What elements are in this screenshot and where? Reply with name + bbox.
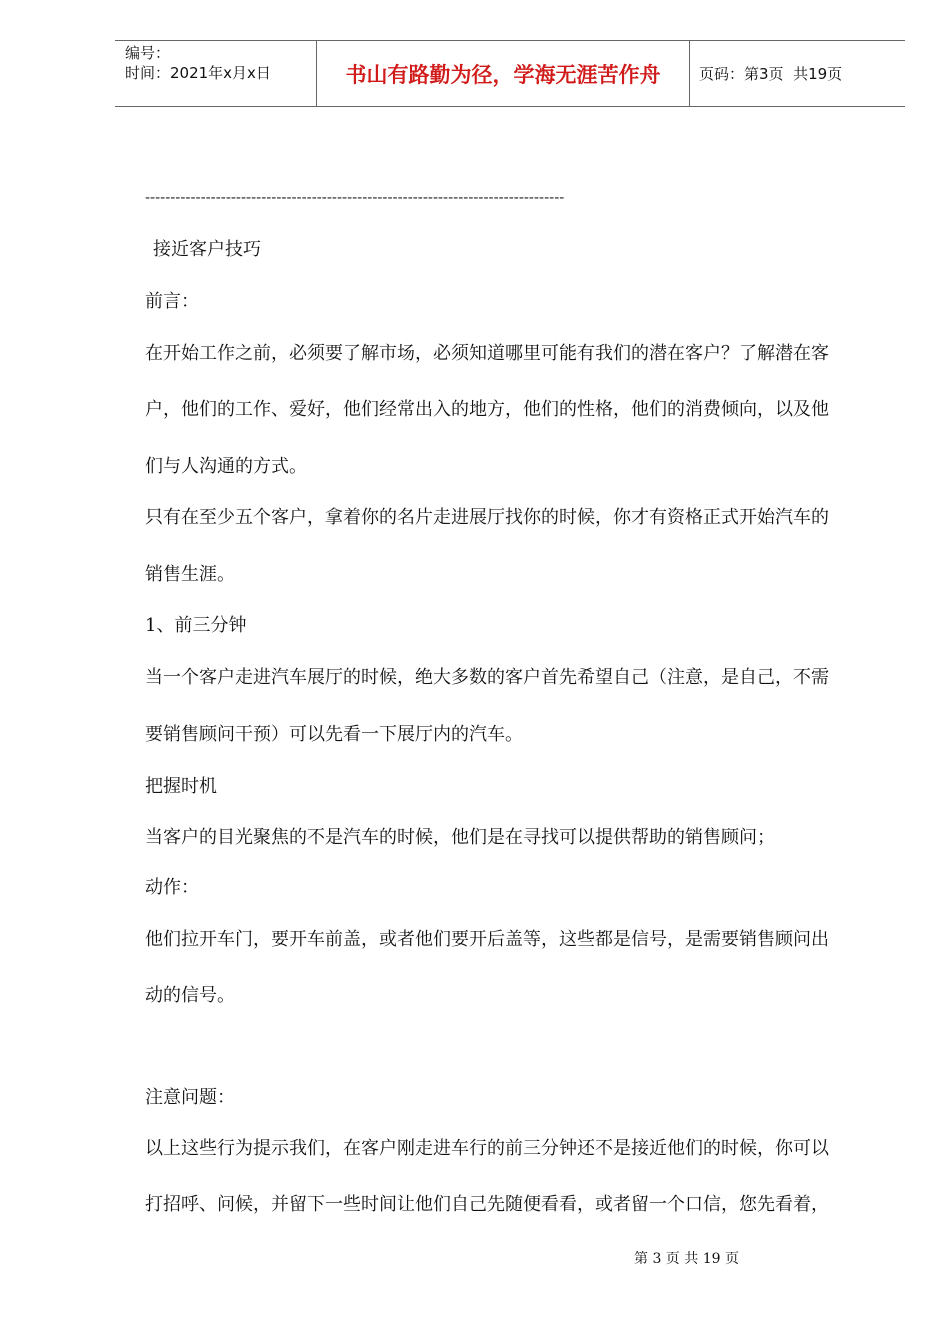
paragraph-line: 把握时机 bbox=[145, 776, 217, 797]
paragraph-line: 注意问题： bbox=[145, 1087, 235, 1108]
paragraph-line: 只有在至少五个客户，拿着你的名片走进展厅找你的时候，你才有资格正式开始汽车的 bbox=[145, 507, 829, 528]
page-footer: 第 3 页 共 19 页 bbox=[634, 1251, 739, 1267]
document-title: 接近客户技巧 bbox=[153, 239, 261, 260]
paragraph-line: 当一个客户走进汽车展厅的时候，绝大多数的客户首先希望自己（注意，是自己，不需 bbox=[145, 667, 829, 688]
paragraph-line: 动作： bbox=[145, 877, 199, 898]
paragraph-line: 在开始工作之前，必须要了解市场，必须知道哪里可能有我们的潜在客户？了解潜在客 bbox=[145, 343, 829, 364]
header-page-number bbox=[690, 41, 905, 106]
paragraph-line: 以上这些行为提示我们，在客户刚走进车行的前三分钟还不是接近他们的时候，你可以 bbox=[145, 1138, 829, 1159]
time-label: 时间：2021年x月x日 bbox=[125, 64, 271, 82]
paragraph-line: 打招呼、问候，并留下一些时间让他们自己先随便看看，或者留一个口信，您先看着， bbox=[145, 1194, 829, 1215]
paragraph-line: 他们拉开车门，要开车前盖，或者他们要开后盖等，这些都是信号，是需要销售顾问出 bbox=[145, 929, 829, 950]
paragraph-line: 们与人沟通的方式。 bbox=[145, 456, 307, 477]
header-meta bbox=[115, 41, 316, 106]
paragraph-line: 动的信号。 bbox=[145, 985, 235, 1006]
paragraph-line: 当客户的目光聚焦的不是汽车的时候，他们是在寻找可以提供帮助的销售顾问； bbox=[145, 827, 775, 848]
page-label: 页码：第3页 共19页 bbox=[699, 65, 843, 83]
paragraph-line: 销售生涯。 bbox=[145, 564, 235, 585]
paragraph-line: 前言： bbox=[145, 291, 199, 312]
paragraph-line: 1、前三分钟 bbox=[145, 615, 247, 636]
paragraph-line: 户，他们的工作、爱好，他们经常出入的地方，他们的性格，他们的消费倾向，以及他 bbox=[145, 399, 829, 420]
page-header bbox=[115, 40, 905, 107]
header-motto: 书山有路勤为径，学海无涯苦作舟 bbox=[316, 41, 690, 106]
paragraph-line: 要销售顾问干预）可以先看一下展厅内的汽车。 bbox=[145, 724, 523, 745]
code-label: 编号： bbox=[125, 44, 171, 62]
separator-line: ----------------------------------------------------------------------------------- bbox=[145, 190, 565, 206]
